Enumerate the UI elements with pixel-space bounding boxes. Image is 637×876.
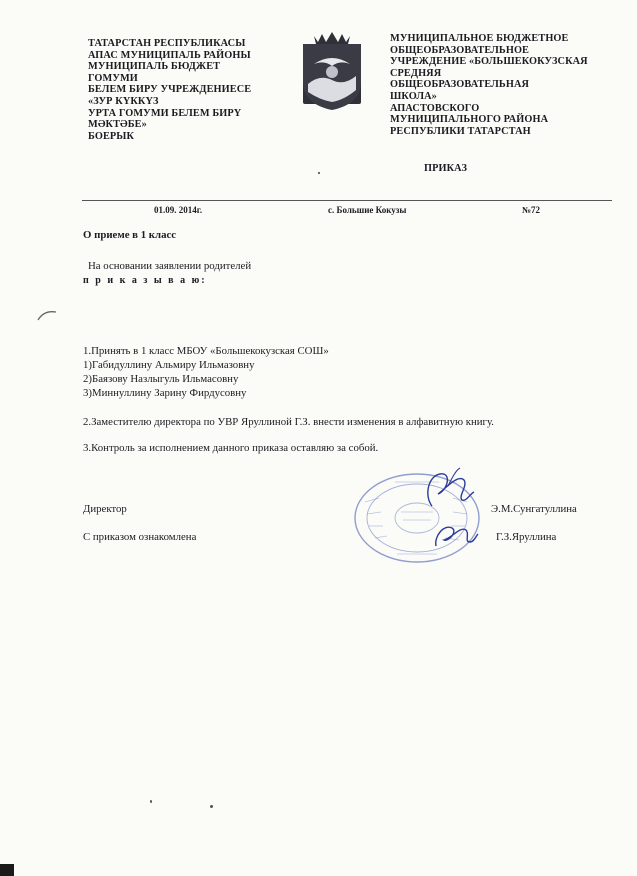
order-item-3: 3.Контроль за исполнением данного приказа оставляю за собой. <box>83 442 379 454</box>
header-left-line: АПАС МУНИЦИПАЛЬ РАЙОНЫ <box>88 49 251 61</box>
order-basis: На основании заявлении родителей <box>88 260 252 272</box>
header-right <box>390 33 588 137</box>
header-left-line: БЕЛЕМ БИРУ УЧРЕЖДЕНИЕСЕ <box>88 84 252 96</box>
coat-of-arms-emblem <box>300 30 364 112</box>
pupil-list-item: 1)Габидуллину Альмиру Ильмазовну <box>83 359 255 371</box>
acknowledger-name: Г.З.Яруллина <box>496 531 557 543</box>
scan-dot <box>210 805 213 808</box>
director-signature <box>418 466 478 512</box>
order-number: №72 <box>522 205 541 215</box>
scan-margin-mark <box>36 308 58 322</box>
header-right-line: МУНИЦИПАЛЬНОГО РАЙОНА <box>390 114 549 126</box>
header-right-line: РЕСПУБЛИКИ ТАТАРСТАН <box>390 125 531 137</box>
header-right-line: УЧРЕЖДЕНИЕ «БОЛЬШЕКОКУЗСКАЯ <box>390 56 588 68</box>
header-right-line: МУНИЦИПАЛЬНОЕ БЮДЖЕТНОЕ <box>390 33 569 44</box>
pupil-list-item: 2)Баязову Назлыгуль Ильмасовну <box>83 373 239 385</box>
director-label: Директор <box>83 503 127 515</box>
header-right-line: ОБЩЕОБРАЗОВАТЕЛЬНОЕ <box>390 44 530 56</box>
scan-dot <box>318 172 320 174</box>
order-place: с. Большие Кокузы <box>328 205 407 215</box>
header-left-line: БОЕРЫК <box>88 130 135 142</box>
header-left <box>88 38 251 142</box>
acknowledger-signature <box>430 518 480 554</box>
header-left-line: «ЗУР КҮККҮЗ <box>88 95 159 107</box>
director-name: Э.М.Сунгатуллина <box>491 503 577 515</box>
pupil-list-item: 3)Миннуллину Зарину Фирдусовну <box>83 387 247 399</box>
header-right-line: ШКОЛА» <box>390 90 437 102</box>
header-right-line: СРЕДНЯЯ <box>390 67 442 79</box>
scan-dot <box>150 800 152 803</box>
order-item-2: 2.Заместителю директора по УВР Яруллиной Г.З. внести изменения в алфавитную книгу. <box>83 416 494 428</box>
order-item-1: 1.Принять в 1 класс МБОУ «Большекокузская СОШ» <box>83 345 329 357</box>
scan-corner-mark <box>0 864 14 876</box>
header-left-line: ТАТАРСТАН РЕСПУБЛИКАСЫ <box>88 38 246 49</box>
header-right-line: ОБЩЕОБРАЗОВАТЕЛЬНАЯ <box>390 79 530 91</box>
order-title: О приеме в 1 класс <box>83 229 177 241</box>
acknowledgement-label: С приказом ознакомлена <box>83 531 197 543</box>
header-left-line: УРТА ГОМУМИ БЕЛЕМ БИРҮ <box>88 107 242 119</box>
header-divider <box>82 200 612 201</box>
order-command: п р и к а з ы в а ю: <box>83 275 207 286</box>
order-date: 01.09. 2014г. <box>154 205 203 215</box>
header-left-line: МУНИЦИПАЛЬ БЮДЖЕТ <box>88 61 221 73</box>
header-right-line: АПАСТОВСКОГО <box>390 102 480 114</box>
header-left-line: МӘКТӘБЕ» <box>88 119 147 131</box>
document-type: ПРИКАЗ <box>424 163 467 174</box>
header-left-line: ГОМУМИ <box>88 72 138 84</box>
